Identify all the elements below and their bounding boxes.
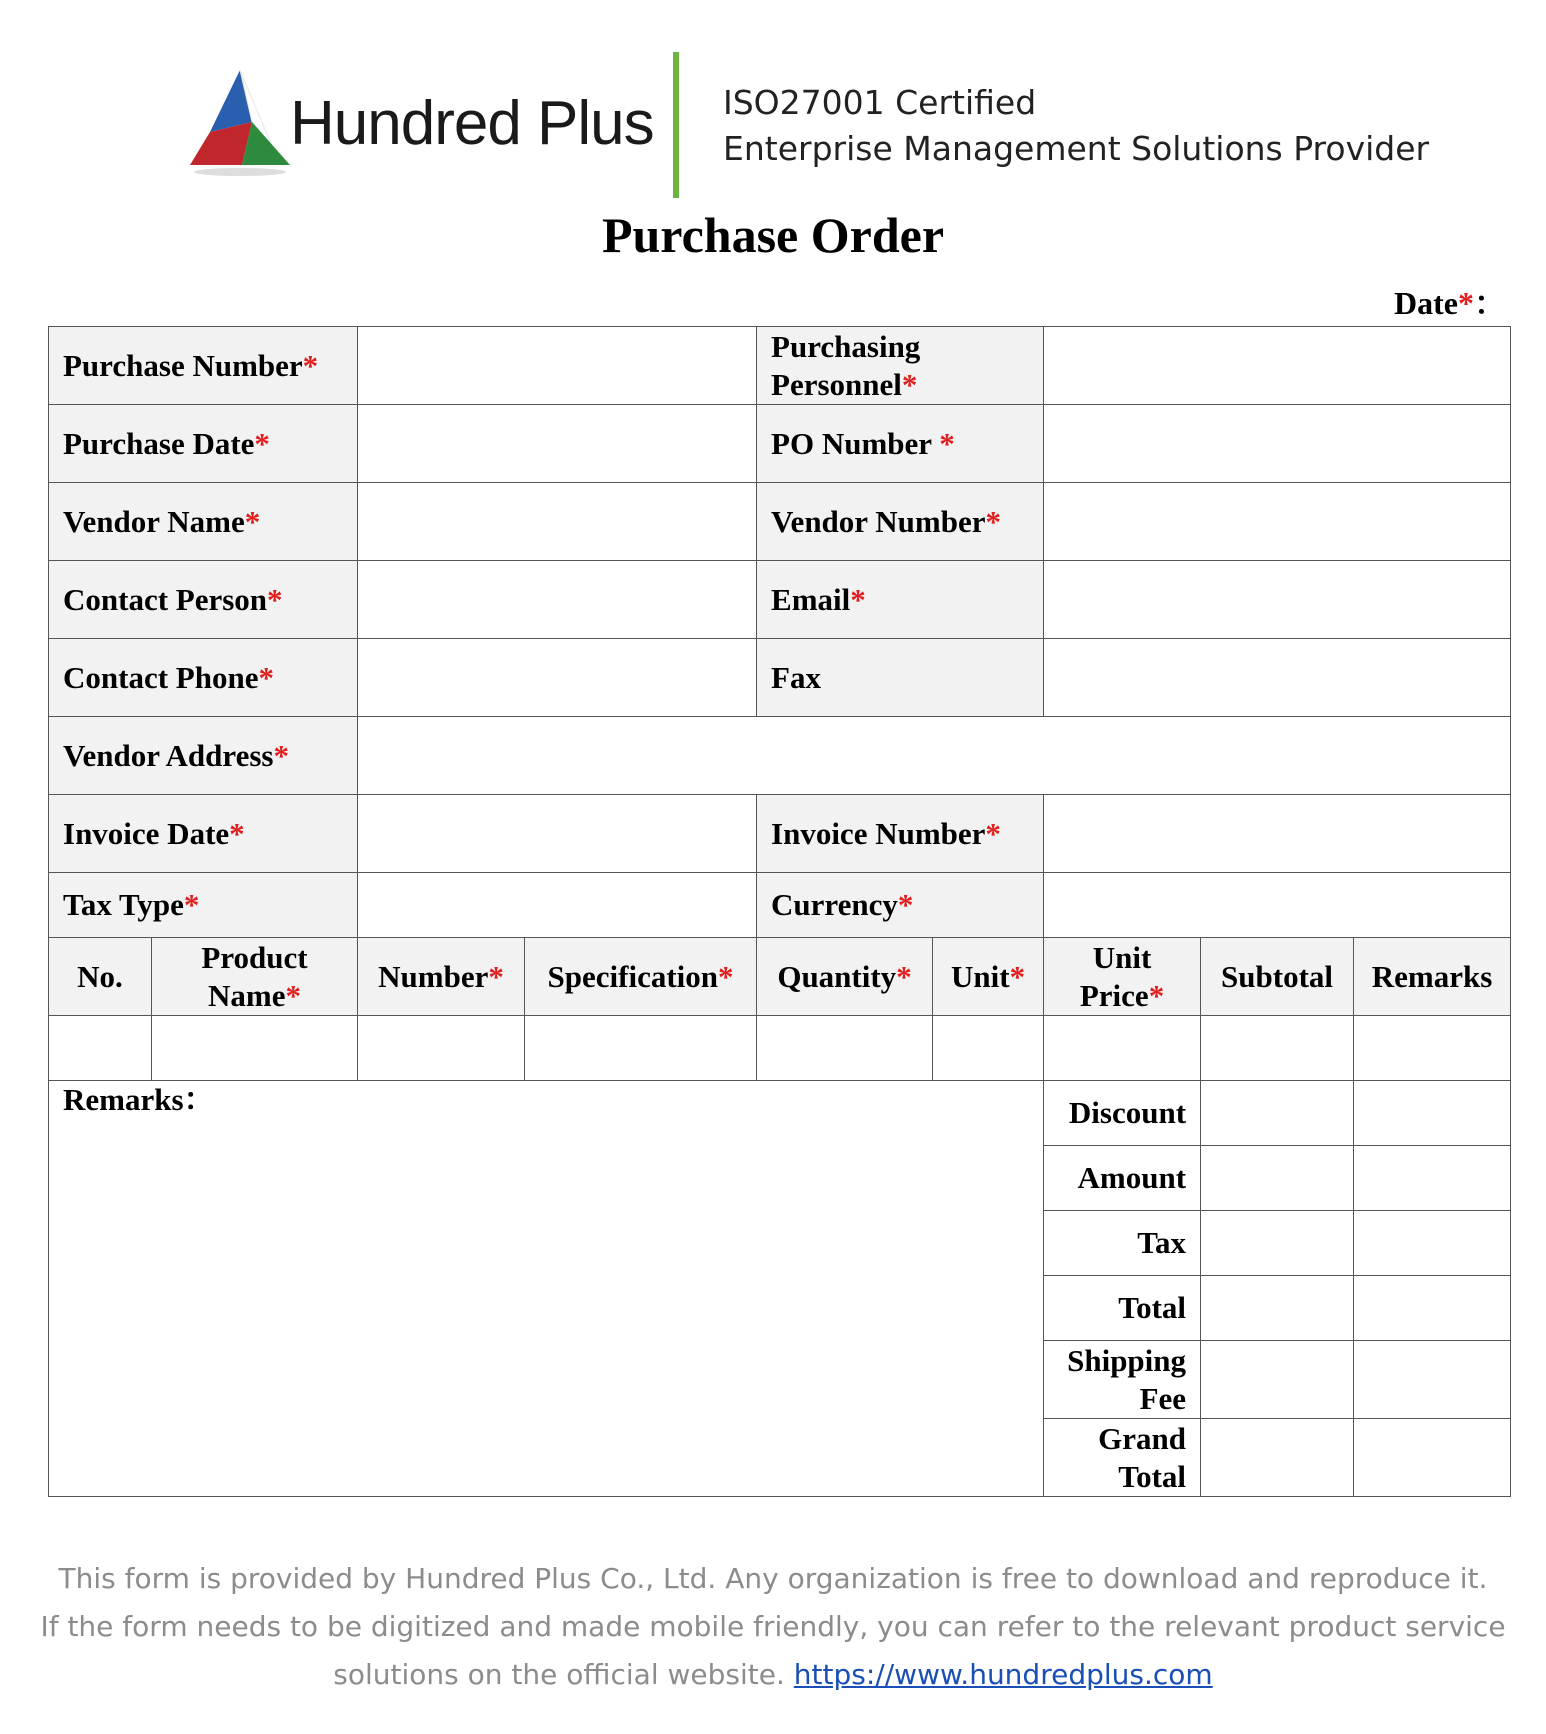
item-unit-price-cell[interactable] <box>1044 1016 1201 1081</box>
item-number-cell[interactable] <box>358 1016 525 1081</box>
total-value-field[interactable] <box>1201 1276 1354 1341</box>
discount-remark-field[interactable] <box>1354 1081 1511 1146</box>
footer-line-2: If the form needs to be digitized and made mobile friendly, you can refer to the relevant product service <box>40 1610 1506 1643</box>
purchasing-personnel-field[interactable] <box>1044 327 1511 405</box>
summary-row <box>49 1081 1511 1146</box>
column-header-subtotal: Subtotal <box>1201 938 1354 1016</box>
grand-total-value-field[interactable] <box>1201 1419 1354 1497</box>
item-quantity-cell[interactable] <box>757 1016 933 1081</box>
summary-label-tax: Tax <box>1044 1211 1201 1276</box>
field-label-invoice-date: Invoice Date* <box>49 795 358 873</box>
website-link[interactable]: https://www.hundredplus.com <box>793 1658 1213 1691</box>
form-row <box>49 795 1511 873</box>
column-header-unit-price: Unit Price* <box>1044 938 1201 1016</box>
amount-value-field[interactable] <box>1201 1146 1354 1211</box>
po-number-field[interactable] <box>1044 405 1511 483</box>
footer-notice <box>0 1555 1546 1699</box>
contact-person-field[interactable] <box>358 561 757 639</box>
field-label-po-number: PO Number * <box>757 405 1044 483</box>
vendor-number-field[interactable] <box>1044 483 1511 561</box>
footer-line-3: solutions on the official website. https://www.hundredplus.com <box>333 1658 1213 1691</box>
item-product-name-cell[interactable] <box>152 1016 358 1081</box>
email-field[interactable] <box>1044 561 1511 639</box>
field-label-purchase-number: Purchase Number* <box>49 327 358 405</box>
hundred-plus-logo-icon <box>190 70 300 180</box>
header-divider <box>673 52 679 198</box>
tax-value-field[interactable] <box>1201 1211 1354 1276</box>
discount-value-field[interactable] <box>1201 1081 1354 1146</box>
field-label-vendor-number: Vendor Number* <box>757 483 1044 561</box>
form-row <box>49 639 1511 717</box>
vendor-name-field[interactable] <box>358 483 757 561</box>
page-title: Purchase Order <box>601 207 945 263</box>
form-row <box>49 561 1511 639</box>
column-header-no: No. <box>49 938 152 1016</box>
summary-label-grand-total: Grand Total <box>1044 1419 1201 1497</box>
invoice-date-field[interactable] <box>358 795 757 873</box>
summary-label-total: Total <box>1044 1276 1201 1341</box>
field-label-tax-type: Tax Type* <box>49 873 358 938</box>
summary-label-amount: Amount <box>1044 1146 1201 1211</box>
items-header-row <box>49 938 1511 1016</box>
brand-name: Hundred Plus <box>290 89 654 158</box>
grand-total-remark-field[interactable] <box>1354 1419 1511 1497</box>
remarks-label: Remarks： <box>63 1082 215 1117</box>
purchase-date-field[interactable] <box>358 405 757 483</box>
item-remarks-cell[interactable] <box>1354 1016 1511 1081</box>
amount-remark-field[interactable] <box>1354 1146 1511 1211</box>
field-label-vendor-address: Vendor Address* <box>49 717 358 795</box>
shipping-fee-value-field[interactable] <box>1201 1341 1354 1419</box>
contact-phone-field[interactable] <box>358 639 757 717</box>
form-row <box>49 483 1511 561</box>
purchase-number-field[interactable] <box>358 327 757 405</box>
item-specification-cell[interactable] <box>525 1016 757 1081</box>
tagline <box>723 80 1429 172</box>
tax-type-field[interactable] <box>358 873 757 938</box>
column-header-specification: Specification* <box>525 938 757 1016</box>
tagline-certification: ISO27001 Certified <box>723 83 1037 122</box>
form-row <box>49 873 1511 938</box>
field-label-contact-phone: Contact Phone* <box>49 639 358 717</box>
form-row <box>49 717 1511 795</box>
item-subtotal-cell[interactable] <box>1201 1016 1354 1081</box>
column-header-remarks: Remarks <box>1354 938 1511 1016</box>
invoice-number-field[interactable] <box>1044 795 1511 873</box>
summary-label-discount: Discount <box>1044 1081 1201 1146</box>
date-label: Date*： <box>1394 285 1506 321</box>
field-label-contact-person: Contact Person* <box>49 561 358 639</box>
field-label-fax: Fax <box>757 639 1044 717</box>
tagline-description: Enterprise Management Solutions Provider <box>723 129 1430 168</box>
shipping-fee-remark-field[interactable] <box>1354 1341 1511 1419</box>
purchase-order-table <box>48 326 1511 1497</box>
item-unit-cell[interactable] <box>933 1016 1044 1081</box>
column-header-quantity: Quantity* <box>757 938 933 1016</box>
tax-remark-field[interactable] <box>1354 1211 1511 1276</box>
field-label-email: Email* <box>757 561 1044 639</box>
table-row <box>49 1016 1511 1081</box>
total-remark-field[interactable] <box>1354 1276 1511 1341</box>
form-row <box>49 405 1511 483</box>
item-no-cell[interactable] <box>49 1016 152 1081</box>
column-header-number: Number* <box>358 938 525 1016</box>
field-label-vendor-name: Vendor Name* <box>49 483 358 561</box>
fax-field[interactable] <box>1044 639 1511 717</box>
vendor-address-field[interactable] <box>358 717 1511 795</box>
currency-field[interactable] <box>1044 873 1511 938</box>
column-header-product-name: Product Name* <box>152 938 358 1016</box>
footer-line-1: This form is provided by Hundred Plus Co., Ltd. Any organization is free to download and reproduce it. <box>58 1562 1488 1595</box>
field-label-invoice-number: Invoice Number* <box>757 795 1044 873</box>
summary-label-shipping-fee: Shipping Fee <box>1044 1341 1201 1419</box>
field-label-purchase-date: Purchase Date* <box>49 405 358 483</box>
remarks-area[interactable] <box>49 1081 1044 1497</box>
form-row <box>49 327 1511 405</box>
field-label-currency: Currency* <box>757 873 1044 938</box>
column-header-unit: Unit* <box>933 938 1044 1016</box>
field-label-purchasing-personnel: Purchasing Personnel* <box>757 327 1044 405</box>
